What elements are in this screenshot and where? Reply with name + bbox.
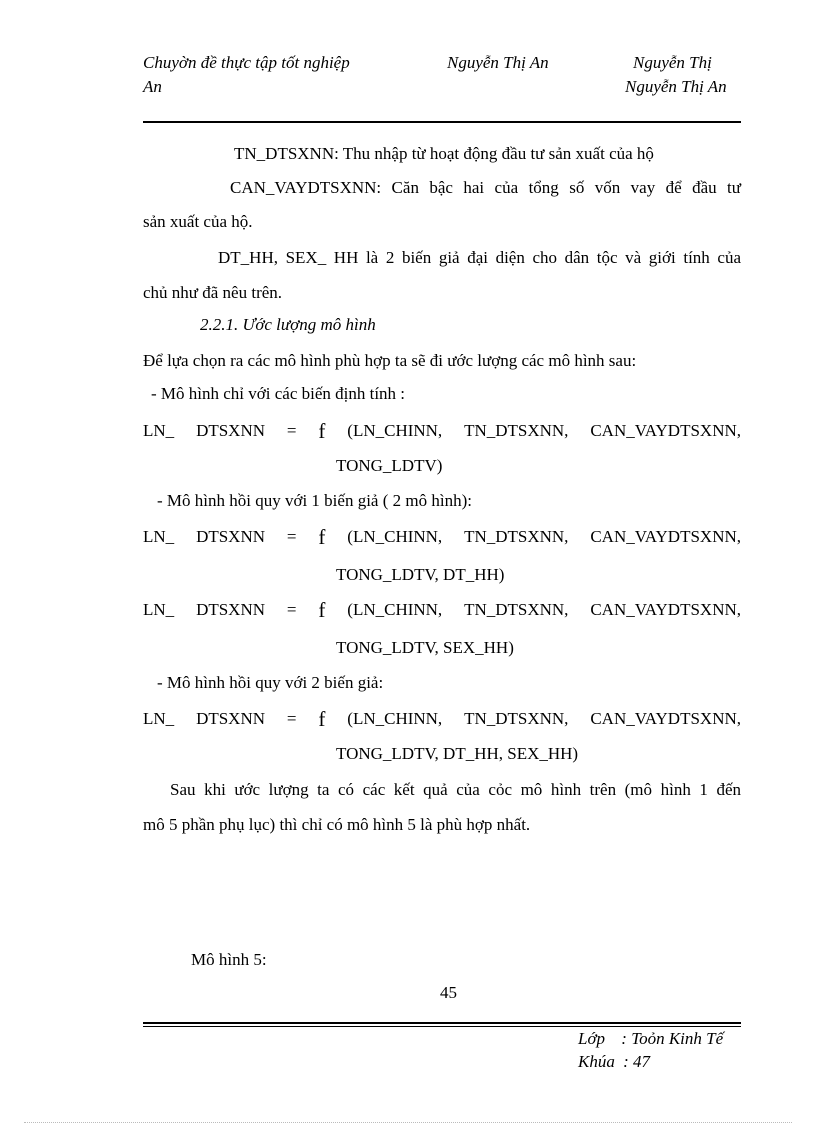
- equation-arg-chinn: (LN_CHINN,: [347, 709, 443, 728]
- equation-function: f: [318, 419, 326, 443]
- equation-lhs: LN_: [143, 600, 175, 619]
- equation-function: f: [318, 598, 326, 622]
- footer-rule-top: [143, 1022, 741, 1024]
- equation-arg-can: CAN_VAYDTSXNN,: [590, 709, 741, 728]
- conclusion-line1: Sau khi ước lượng ta có các kết quả của cỏc mô hình trên (mô hình 1 đến: [170, 780, 741, 799]
- equation-equals: =: [286, 421, 297, 440]
- equation-function: f: [318, 707, 326, 731]
- equation-dependent: DTSXNN: [196, 527, 266, 546]
- paragraph-tn-dtsxnn: TN_DTSXNN: Thu nhập từ hoạt động đầu tư sản xuất của hộ: [234, 144, 654, 163]
- header-right-line1: Nguyễn Thị: [633, 53, 712, 72]
- equation-arg-tn: TN_DTSXNN,: [464, 527, 569, 546]
- header-left-line1: Chuyờn đề thực tập tốt nghiệp: [143, 53, 350, 72]
- footer-course: [578, 1052, 650, 1072]
- equation-arg-can: CAN_VAYDTSXNN,: [590, 600, 741, 619]
- equation-dependent: DTSXNN: [196, 421, 266, 440]
- paragraph-dummy-line2: chủ như đã nêu trên.: [143, 283, 283, 302]
- paragraph-dummy-line1: DT_HH, SEX_ HH là 2 biến giả đại diện cho dân tộc và giới tính của: [218, 248, 741, 267]
- page-number: 45: [440, 983, 457, 1002]
- footer-class-label: Lớp: [578, 1029, 606, 1048]
- equation-lhs: LN_: [143, 421, 175, 440]
- footer-course-value: : 47: [623, 1052, 651, 1071]
- equation-1-continuation: TONG_LDTV): [336, 456, 443, 475]
- equation-arg-tn: TN_DTSXNN,: [464, 709, 569, 728]
- equation-4-continuation: TONG_LDTV, DT_HH, SEX_HH): [336, 744, 579, 763]
- equation-dependent: DTSXNN: [196, 709, 266, 728]
- model-5-label: Mô hình 5:: [191, 950, 267, 969]
- footer-course-label: Khúa: [578, 1052, 615, 1071]
- header-right-line2: Nguyễn Thị An: [625, 77, 727, 96]
- conclusion-line2: mô 5 phần phụ lục) thì chỉ có mô hình 5 là phù hợp nhất.: [143, 815, 531, 834]
- footer-rule-bottom: [143, 1026, 741, 1027]
- bullet-two-dummies: - Mô hình hồi quy với 2 biến giả:: [157, 673, 384, 692]
- bullet-qualitative: - Mô hình chỉ với các biến định tính :: [151, 384, 406, 403]
- header-rule: [143, 121, 741, 123]
- equation-lhs: LN_: [143, 527, 175, 546]
- equation-arg-tn: TN_DTSXNN,: [464, 600, 569, 619]
- header-center: Nguyễn Thị An: [447, 53, 549, 72]
- equation-2-continuation: TONG_LDTV, DT_HH): [336, 565, 505, 584]
- equation-function: f: [318, 525, 326, 549]
- equation-2: [143, 527, 741, 552]
- equation-arg-chinn: (LN_CHINN,: [347, 421, 443, 440]
- footer-class-value: : Toỏn Kinh Tế: [621, 1029, 724, 1048]
- equation-3: [143, 600, 741, 625]
- paragraph-can-vay-line1: CAN_VAYDTSXNN: Căn bậc hai của tổng số vốn vay để đầu tư: [230, 178, 741, 197]
- equation-3-continuation: TONG_LDTV, SEX_HH): [336, 638, 514, 657]
- paragraph-can-vay-line2: sản xuất của hộ.: [143, 212, 253, 231]
- equation-equals: =: [286, 709, 297, 728]
- bullet-one-dummy: - Mô hình hồi quy với 1 biến giả ( 2 mô hình):: [157, 491, 472, 510]
- intro-paragraph: Để lựa chọn ra các mô hình phù hợp ta sẽ đi ước lượng các mô hình sau:: [143, 351, 637, 370]
- equation-equals: =: [286, 527, 297, 546]
- equation-equals: =: [286, 600, 297, 619]
- equation-4: [143, 709, 741, 734]
- footer-class: [578, 1029, 723, 1049]
- header-left-line2: An: [143, 77, 162, 96]
- equation-1: [143, 421, 741, 446]
- equation-dependent: DTSXNN: [196, 600, 266, 619]
- equation-arg-can: CAN_VAYDTSXNN,: [590, 421, 741, 440]
- equation-arg-chinn: (LN_CHINN,: [347, 600, 443, 619]
- equation-arg-can: CAN_VAYDTSXNN,: [590, 527, 741, 546]
- equation-lhs: LN_: [143, 709, 175, 728]
- section-heading: 2.2.1. Ước lượng mô hình: [200, 315, 376, 334]
- equation-arg-tn: TN_DTSXNN,: [464, 421, 569, 440]
- equation-arg-chinn: (LN_CHINN,: [347, 527, 443, 546]
